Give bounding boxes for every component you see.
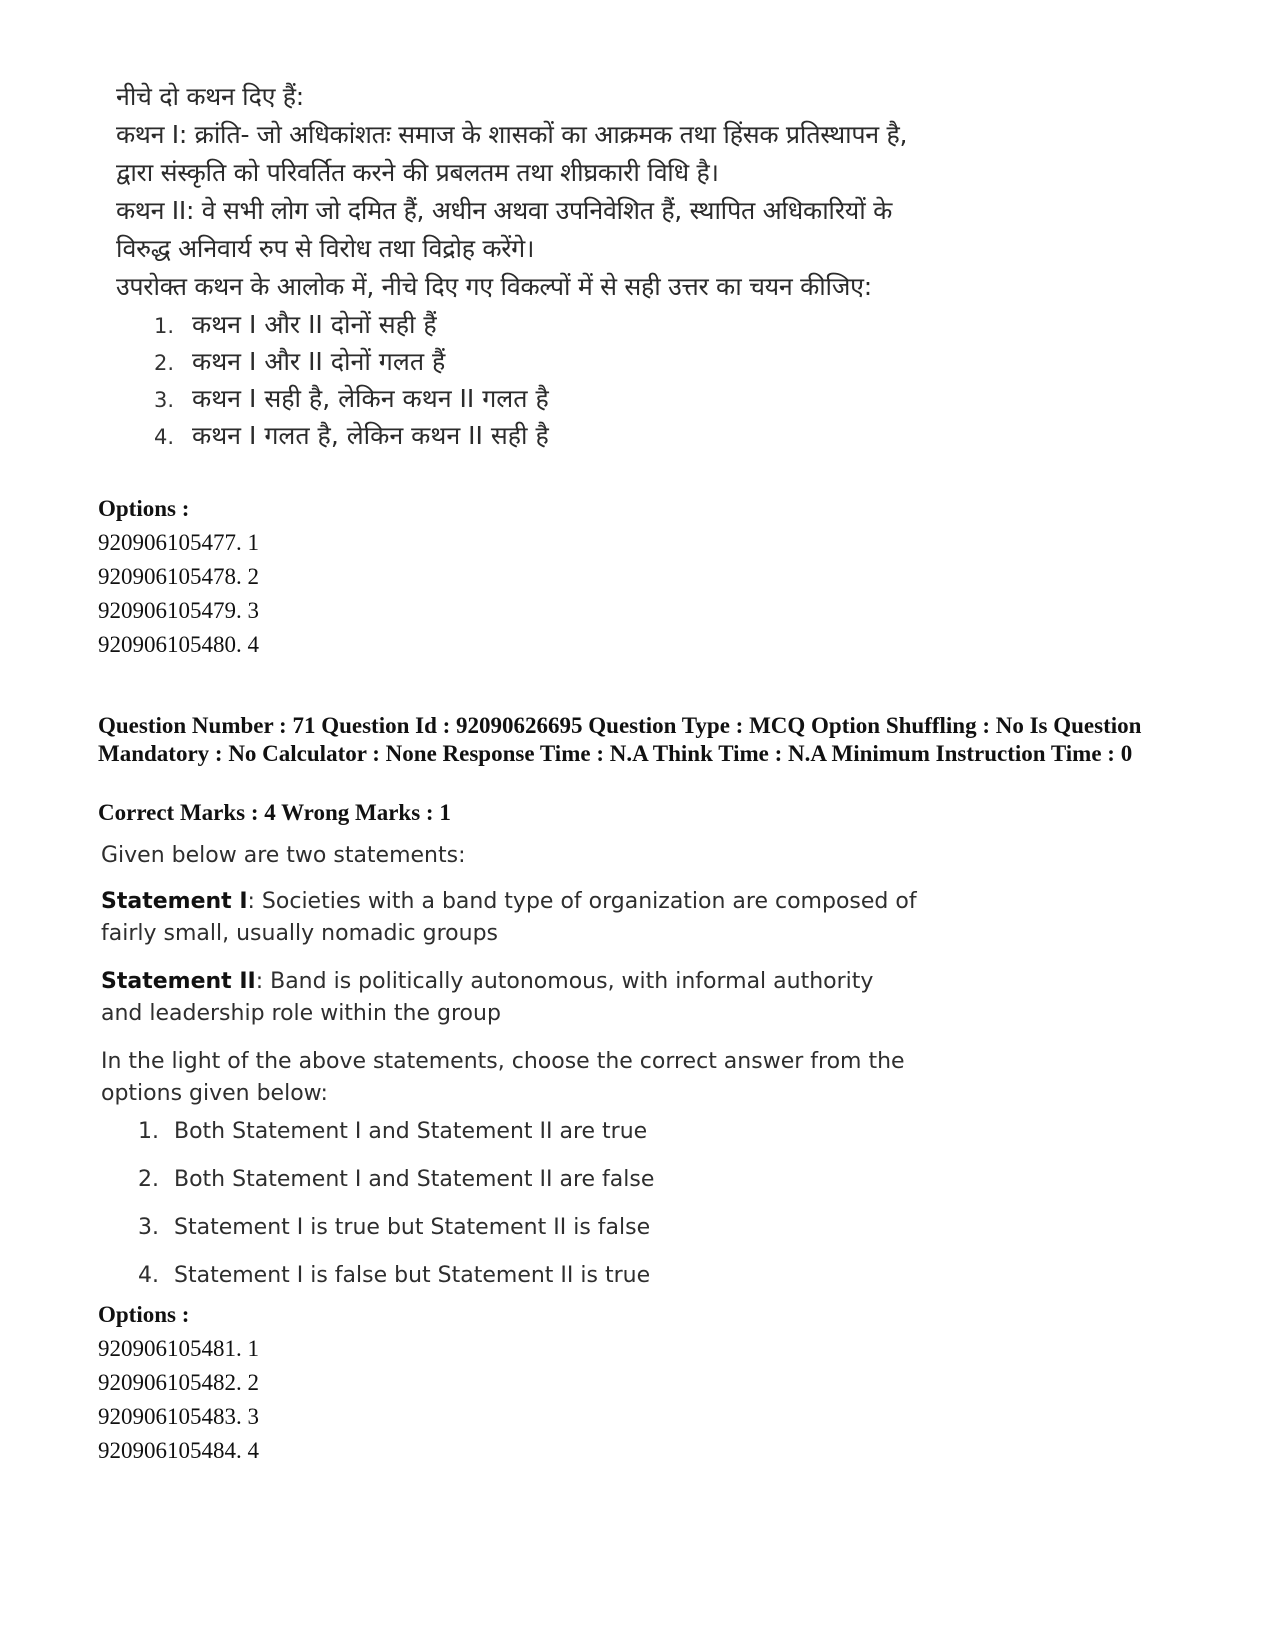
q71-choice: 4. Statement I is false but Statement II is true [138, 1263, 651, 1288]
q71-choice-list [138, 1108, 654, 1300]
q70-choice: 1. कथन I और II दोनों सही हैं [154, 310, 437, 339]
q71-option-item: 920906105483. 3 [98, 1404, 259, 1429]
q70-intro: नीचे दो कथन दिए हैं: [116, 82, 304, 111]
q71-intro: Given below are two statements: [101, 843, 466, 868]
q70-option-item: 920906105478. 2 [98, 564, 259, 589]
q70-choice-list [116, 306, 1016, 454]
q71-options-heading: Options : [98, 1302, 190, 1327]
q70-option-item: 920906105480. 4 [98, 632, 259, 657]
q70-choice: 4. कथन I गलत है, लेकिन कथन II सही है [154, 421, 549, 450]
q70-statement-image [116, 78, 1016, 454]
q71-choice: 1. Both Statement I and Statement II are true [138, 1119, 648, 1144]
q70-option-item: 920906105479. 3 [98, 598, 259, 623]
q70-choice: 2. कथन I और II दोनों गलत हैं [154, 347, 446, 376]
q71-statement1 [101, 886, 921, 950]
q71-choice: 2. Both Statement I and Statement II are false [138, 1167, 655, 1192]
q70-statement1-line2: द्वारा संस्कृति को परिवर्तित करने की प्रबलतम तथा शीघ्रकारी विधि है। [116, 158, 719, 187]
q71-prompt: In the light of the above statements, choose the correct answer from the options given below: [101, 1049, 905, 1106]
q70-option-item: 920906105477. 1 [98, 530, 259, 555]
q71-statement2 [101, 966, 921, 1030]
q71-option-item: 920906105484. 4 [98, 1438, 259, 1463]
q71-meta: Question Number : 71 Question Id : 92090626695 Question Type : MCQ Option Shuffling : No Is Question Mandatory : No Calculator : None Response Time : N.A Think Time : N.A Minimum Instruction Time : 0 [98, 713, 1142, 766]
q70-statement2-line1: कथन II: वे सभी लोग जो दमित हैं, अधीन अथवा उपनिवेशित हैं, स्थापित अधिकारियों के [116, 196, 892, 225]
q71-option-item: 920906105481. 1 [98, 1336, 259, 1361]
q70-statement1-line1: कथन I: क्रांति- जो अधिकांशतः समाज के शासकों का आक्रमक तथा हिंसक प्रतिस्थापन है, [116, 120, 908, 149]
q71-choice: 3. Statement I is true but Statement II is false [138, 1215, 651, 1240]
q71-marks: Correct Marks : 4 Wrong Marks : 1 [98, 800, 451, 825]
q70-statement2-line2: विरुद्ध अनिवार्य रुप से विरोध तथा विद्रोह करेंगे। [116, 234, 535, 263]
q70-options-heading: Options : [98, 496, 190, 521]
q70-choice: 3. कथन I सही है, लेकिन कथन II गलत है [154, 384, 549, 413]
q70-prompt: उपरोक्त कथन के आलोक में, नीचे दिए गए विकल्पों में से सही उत्तर का चयन कीजिए: [116, 272, 872, 301]
q71-option-item: 920906105482. 2 [98, 1370, 259, 1395]
q71-statement1-text: : Societies with a band type of organization are composed of fairly small, usually nomadic groups [101, 889, 917, 946]
q71-statement1-label: Statement I [101, 889, 248, 914]
q71-statement2-label: Statement II [101, 969, 256, 994]
q71-statement2-text: : Band is politically autonomous, with informal authority and leadership role within the group [101, 969, 874, 1026]
